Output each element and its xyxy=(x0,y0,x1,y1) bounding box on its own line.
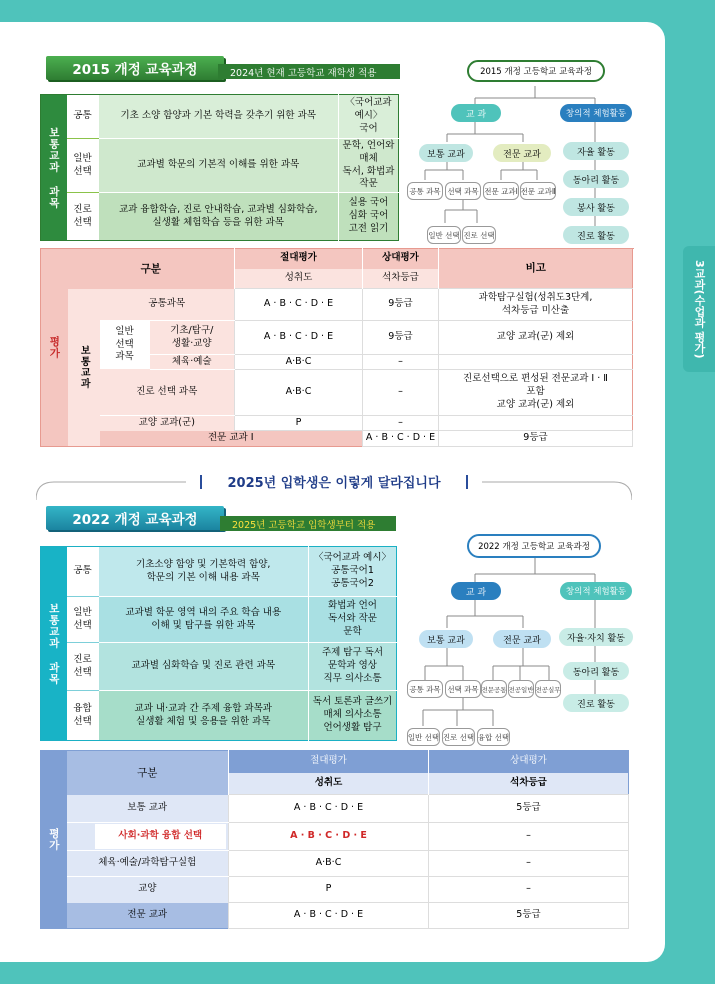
tree-2022-subject: 교 과 xyxy=(451,582,501,600)
tree-2015-c2: 동아리 활동 xyxy=(563,170,629,188)
tree-2015-title: 2015 개정 고등학교 교육과정 xyxy=(467,60,605,82)
sub-2015 xyxy=(218,64,400,79)
eval-2015-r2-rel: 9등급 xyxy=(363,321,439,355)
tree-2022-c1: 자율·자치 활동 xyxy=(559,628,633,646)
row-2022-common-name: 공통 xyxy=(67,547,99,597)
eval-2022-r4-rel: – xyxy=(429,877,629,903)
row-2015-common-name: 공통 xyxy=(67,95,99,139)
eval-2022-r2-rel: – xyxy=(429,823,629,851)
table-2015-subjects xyxy=(40,94,399,241)
row-2022-gen-name: 일반 선택 xyxy=(67,597,99,643)
eval-2022-r2-name: 사회·과학 융합 선택 xyxy=(95,824,227,849)
eval-2015-r4-note: 진로선택으로 편성된 전문교과 Ⅰ · Ⅱ 포함 교양 교과(군) 제외 xyxy=(439,370,633,416)
tree-2022-special: 전문 교과 xyxy=(493,630,551,648)
row-2022-career-desc: 교과별 심화학습 및 진로 관련 과목 xyxy=(99,643,309,691)
eval-2015-r4-rel: – xyxy=(363,370,439,416)
tree-2022-c2: 동아리 활동 xyxy=(563,662,629,680)
eval-2015-sel-label: 일반 선택 과목 xyxy=(100,321,150,370)
eval-2015-h-rel2: 석차등급 xyxy=(363,269,439,289)
tree-2022-c3: 진로 활동 xyxy=(563,694,629,712)
eval-2022-r1-rel: 5등급 xyxy=(429,795,629,823)
tree-2022-careersel: 진로 선택 xyxy=(442,728,475,746)
eval-2022-h-rel2: 석차등급 xyxy=(429,773,629,795)
eval-2022-h-abs2: 성취도 xyxy=(229,773,429,795)
tree-2022-title: 2022 개정 고등학교 교육과정 xyxy=(467,534,601,558)
eval-2015-r4-abs: A·B·C xyxy=(235,370,363,416)
sub-2022-label: 2025년 고등학교 입학생부터 적용 xyxy=(232,519,376,531)
eval-2022-r4-abs: P xyxy=(229,877,429,903)
row-2015-gen-desc: 교과별 학문의 기본적 이해를 위한 과목 xyxy=(99,139,339,193)
row-2022-gen-ex: 화법과 언어 독서와 작문 문학 xyxy=(309,597,397,643)
tree-2015-general: 보통 교과 xyxy=(419,144,473,162)
eval-2022-last-abs: A · B · C · D · E xyxy=(229,903,429,929)
eval-2015-r5-name: 교양 교과(군) xyxy=(100,416,235,431)
row-2015-common-desc: 기초 소양 함양과 기본 학력을 갖추기 위한 과목 xyxy=(99,95,339,139)
top-banner xyxy=(30,0,680,24)
tree-2015-elective: 선택 과목 xyxy=(445,182,481,200)
table-2022-subjects xyxy=(40,546,397,741)
row-2015-career-ex: 실용 국어 심화 국어 고전 읽기 xyxy=(339,193,399,241)
tree-2022-fusionsel: 융합 선택 xyxy=(477,728,510,746)
row-2022-fusion-ex: 독서 토론과 글쓰기 매체 의사소통 언어생활 탐구 xyxy=(309,691,397,741)
eval-2015-gen-label: 보통교과 xyxy=(68,289,100,447)
tree-2022-sp1: 전문공통 xyxy=(481,680,507,698)
ribbon-2022-label: 2022 개정 교육과정 xyxy=(72,512,198,528)
label-2022-general: 보통교과 과목 xyxy=(41,547,67,741)
tree-2022-sp3: 전공실무 xyxy=(535,680,561,698)
eval-2022-r4-name: 교양 xyxy=(67,877,229,903)
eval-2022-r3-abs: A·B·C xyxy=(229,851,429,877)
eval-2015-h-rel: 상대평가 xyxy=(363,249,439,269)
row-2015-gen-name: 일반 선택 xyxy=(67,139,99,193)
row-2022-fusion-name: 융합 선택 xyxy=(73,702,92,727)
row-2022-career-name: 진로 선택 xyxy=(67,643,99,691)
tree-2015-sp1: 전문 교과Ⅰ xyxy=(483,182,519,200)
eval-2022-r2-abs: A · B · C · D · E xyxy=(229,823,429,851)
eval-2022-r1-abs: A · B · C · D · E xyxy=(229,795,429,823)
tree-2015-c3: 봉사 활동 xyxy=(563,198,629,216)
eval-2015-r5-rel: – xyxy=(363,416,439,431)
eval-2015-r5-abs: P xyxy=(235,416,363,431)
ribbon-2015-label: 2015 개정 교육과정 xyxy=(72,62,198,78)
tree-2015-subject: 교 과 xyxy=(451,104,501,122)
eval-2022-h-abs: 절대평가 xyxy=(229,751,429,773)
eval-2015-label: 평가 xyxy=(41,249,68,447)
tree-2022-general: 보통 교과 xyxy=(419,630,473,648)
row-2022-career-ex: 주제 탐구 독서 문학과 영상 직무 의사소통 xyxy=(309,643,397,691)
tree-2015-careersel: 진로 선택 xyxy=(462,226,496,244)
tree-2015-common: 공통 과목 xyxy=(407,182,443,200)
sub-2015-label: 2024년 현재 고등학교 재학생 적용 xyxy=(230,67,377,79)
eval-2015-r2-name: 기초/탐구/ 생활·교양 xyxy=(150,321,235,355)
eval-2022-h-rel: 상대평가 xyxy=(429,751,629,773)
tree-2015-creative: 창의적 체험활동 xyxy=(560,104,632,122)
row-2022-common-ex: 〈국어교과 예시〉 공통국어1 공통국어2 xyxy=(309,547,397,597)
label-2015-general: 보통교과 과목 xyxy=(41,95,67,241)
eval-2015-r6-abs: A · B · C · D · E xyxy=(363,431,439,447)
eval-2022-label: 평가 xyxy=(41,751,67,929)
row-2022-gen-desc: 교과별 학문 영역 내의 주요 학습 내용 이해 및 탐구를 위한 과목 xyxy=(99,597,309,643)
tree-2015-c1: 자율 활동 xyxy=(563,142,629,160)
eval-2015-r6-rel: 9등급 xyxy=(439,431,633,447)
eval-2015-r1-abs: A · B · C · D · E xyxy=(235,289,363,321)
eval-2015-r1-rel: 9등급 xyxy=(363,289,439,321)
eval-2015-r3-rel: – xyxy=(363,355,439,370)
tree-2015-sp2: 전문 교과Ⅱ xyxy=(520,182,556,200)
tree-2015-gensel: 일반 선택 xyxy=(427,226,461,244)
tree-2022 xyxy=(405,530,640,750)
eval-2022-last-rel: 5등급 xyxy=(429,903,629,929)
row-2015-common-ex: 〈국어교과 예시〉 국어 xyxy=(339,95,399,139)
divider-title: 2025년 입학생은 이렇게 달라집니다 xyxy=(227,476,441,491)
eval-2015-r2-note: 교양 교과(군) 제외 xyxy=(439,321,633,355)
eval-2015-r1-note: 과학탐구실험(성취도3단계, 석차등급 미산출 xyxy=(439,289,633,321)
tree-2022-sp2: 전공일반 xyxy=(508,680,534,698)
row-2015-career-name: 진로 선택 xyxy=(73,203,92,228)
ribbon-2022 xyxy=(46,506,224,530)
row-2015-gen-ex: 문학, 언어와 매체 독서, 화법과 작문 xyxy=(339,139,399,193)
row-2022-common-desc: 기초소양 함양 및 기본학력 함양, 학문의 기본 이해 내용 과목 xyxy=(99,547,309,597)
row-2022-fusion-desc: 교과 내·교과 간 주제 융합 과목과 실생활 체험 및 응용을 위한 과목 xyxy=(99,691,309,741)
table-2022-eval xyxy=(40,750,629,929)
eval-2022-last-name: 전문 교과 xyxy=(67,903,229,929)
tree-2015-special: 전문 교과 xyxy=(493,144,551,162)
tree-2022-common: 공통 과목 xyxy=(407,680,443,698)
eval-2022-r3-rel: – xyxy=(429,851,629,877)
tree-2022-creative: 창의적 체험활동 xyxy=(560,582,632,600)
eval-2015-r3-name: 체육·예술 xyxy=(150,355,235,370)
table-2015-eval xyxy=(40,248,633,447)
eval-2022-r1-name: 보통 교과 xyxy=(67,795,229,823)
eval-2015-r3-note xyxy=(439,355,633,370)
eval-2015-h-abs2: 성취도 xyxy=(235,269,363,289)
eval-2015-r2-abs: A · B · C · D · E xyxy=(235,321,363,355)
eval-2015-r5-note xyxy=(439,416,633,431)
eval-2022-r3-name: 체육·예술/과학탐구실험 xyxy=(67,851,229,877)
tree-2022-elective: 선택 과목 xyxy=(445,680,481,698)
row-2015-career-desc: 교과 융합학습, 진로 안내학습, 교과별 심화학습, 실생활 체험학습 등을 위한 과목 xyxy=(99,193,339,241)
tree-2015 xyxy=(405,58,640,248)
eval-2015-h-abs: 절대평가 xyxy=(235,249,363,269)
eval-2015-r4-name: 진로 선택 과목 xyxy=(100,370,235,416)
sub-2022 xyxy=(220,516,396,531)
tree-2015-c4: 진로 활동 xyxy=(563,226,629,244)
right-strip xyxy=(688,0,715,984)
ribbon-2015 xyxy=(46,56,224,80)
eval-2015-h-div: 구분 xyxy=(68,249,235,289)
side-tab[interactable]: 3교과(수업과 평가) xyxy=(683,246,715,372)
eval-2015-h-note: 비고 xyxy=(439,249,633,289)
tree-2022-gensel: 일반 선택 xyxy=(407,728,440,746)
eval-2015-r6-name: 전문 교과 Ⅰ xyxy=(100,431,363,447)
eval-2015-r3-abs: A·B·C xyxy=(235,355,363,370)
eval-2015-r1-name: 공통과목 xyxy=(100,289,235,321)
eval-2022-h-div: 구분 xyxy=(67,751,229,795)
